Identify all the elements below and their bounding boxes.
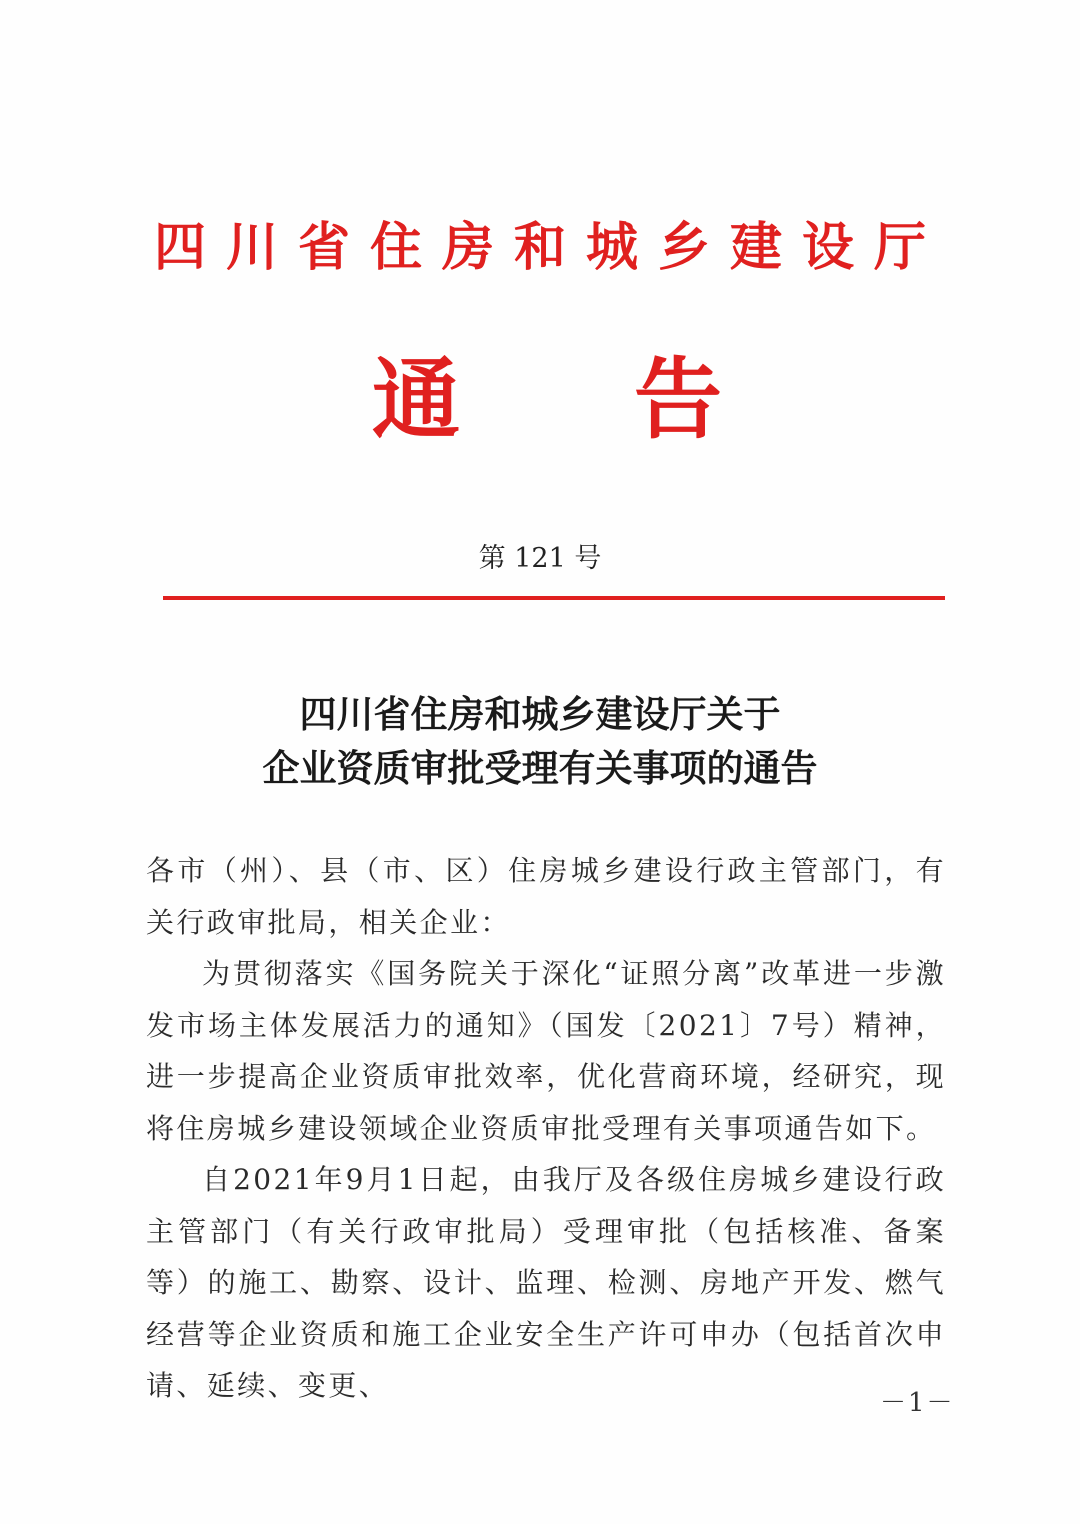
- document-body: [146, 845, 946, 1412]
- red-separator-line: [163, 596, 945, 600]
- issuing-organization-header: 四川省住房和城乡建设厅: [153, 218, 946, 278]
- document-number: 第 121 号: [478, 543, 602, 574]
- document-title: [0, 688, 1080, 796]
- document-title-line-1: 四川省住房和城乡建设厅关于: [299, 693, 781, 736]
- page-number: －1－: [880, 1388, 955, 1418]
- body-paragraph-1: 为贯彻落实《国务院关于深化“证照分离”改革进一步激发市场主体发展活力的通知》（国发〔2021〕7号）精神，进一步提高企业资质审批效率，优化营商环境，经研究，现将住房城乡建设领域企业资质审批受理有关事项通告如下。: [146, 957, 946, 1145]
- body-paragraph-2: 自2021年9月1日起，由我厅及各级住房城乡建设行政主管部门（有关行政审批局）受理审批（包括核准、备案等）的施工、勘察、设计、监理、检测、房地产开发、燃气经营等企业资质和施工企业安全生产许可申办（包括首次申请、延续、变更、: [146, 1163, 946, 1402]
- salutation: 各市（州）、县（市、区）住房城乡建设行政主管部门，有关行政审批局，相关企业：: [146, 854, 946, 939]
- document-title-line-2: 企业资质审批受理有关事项的通告: [262, 747, 818, 790]
- notice-heading-char-2: 告: [634, 347, 723, 451]
- notice-heading: [0, 330, 1080, 451]
- notice-heading-char-1: 通: [372, 347, 461, 451]
